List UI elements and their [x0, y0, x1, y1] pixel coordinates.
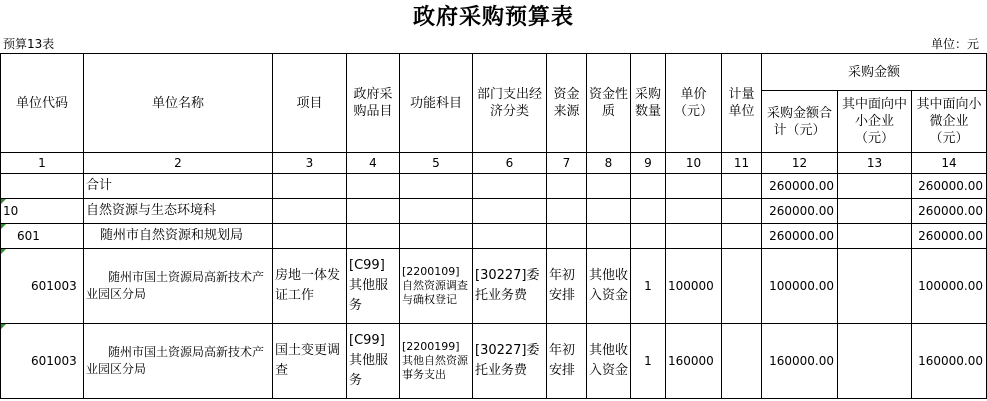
header-function-subject: 功能科目	[400, 54, 473, 153]
cell-code: 10	[1, 199, 84, 224]
cell-micro: 100000.00	[912, 249, 987, 324]
cell-measure-unit	[722, 324, 762, 399]
col-number: 7	[547, 153, 587, 174]
header-fund-nature: 资金性质	[587, 54, 631, 153]
cell-quantity: 1	[631, 249, 666, 324]
cell-micro: 260000.00	[912, 174, 987, 199]
cell-measure-unit	[722, 249, 762, 324]
col-number: 14	[912, 153, 987, 174]
cell-name: 随州市国土资源局高新技术产业园区分局	[84, 249, 273, 324]
cell-amount-total: 260000.00	[762, 199, 838, 224]
cell-code: 601	[1, 224, 84, 249]
cell-code	[1, 174, 84, 199]
cell-project: 国土变更调查	[273, 324, 347, 399]
cell-function-subject: [2200199]其他自然资源事务支出	[400, 324, 473, 399]
cell-catalog: [C99]其他服务	[347, 324, 400, 399]
budget-table	[0, 53, 987, 399]
col-number: 6	[473, 153, 547, 174]
cell-amount-total: 160000.00	[762, 324, 838, 399]
cell-amount-total: 260000.00	[762, 224, 838, 249]
table-row	[1, 324, 987, 399]
cell-code: 601003	[1, 324, 84, 399]
col-number: 11	[722, 153, 762, 174]
header-catalog: 政府采购品目	[347, 54, 400, 153]
cell-catalog: [C99]其他服务	[347, 249, 400, 324]
cell-amount-total: 260000.00	[762, 174, 838, 199]
col-number: 9	[631, 153, 666, 174]
col-number: 5	[400, 153, 473, 174]
cell-sme	[838, 174, 912, 199]
table-row	[1, 249, 987, 324]
cell-name: 合计	[84, 174, 273, 199]
cell-unit-price: 160000	[666, 324, 722, 399]
header-measure-unit: 计量单位	[722, 54, 762, 153]
cell-sme	[838, 249, 912, 324]
col-number: 12	[762, 153, 838, 174]
header-amount-group: 采购金额	[762, 54, 987, 91]
table-row	[1, 174, 987, 199]
header-fund-source: 资金来源	[547, 54, 587, 153]
header-unit-code: 单位代码	[1, 54, 84, 153]
cell-sme	[838, 199, 912, 224]
header-quantity: 采购数量	[631, 54, 666, 153]
cell-econ-class: [30227]委托业务费	[473, 324, 547, 399]
col-number: 10	[666, 153, 722, 174]
cell-code: 601003	[1, 249, 84, 324]
cell-fund-nature: 其他收入资金	[587, 324, 631, 399]
cell-name: 自然资源与生态环境科	[84, 199, 273, 224]
cell-name: 随州市国土资源局高新技术产业园区分局	[84, 324, 273, 399]
table-row	[1, 199, 987, 224]
col-number: 4	[347, 153, 400, 174]
cell-fund-source: 年初安排	[547, 249, 587, 324]
header-project: 项目	[273, 54, 347, 153]
col-number: 2	[84, 153, 273, 174]
form-number: 预算13表	[3, 37, 55, 51]
col-number: 3	[273, 153, 347, 174]
cell-function-subject: [2200109]自然资源调查与确权登记	[400, 249, 473, 324]
header-micro: 其中面向小微企业（元）	[912, 91, 987, 153]
page-title: 政府采购预算表	[412, 5, 574, 30]
table-row	[1, 224, 987, 249]
unit-label: 单位：元	[930, 37, 979, 51]
header-econ-class: 部门支出经济分类	[473, 54, 547, 153]
cell-econ-class: [30227]委托业务费	[473, 249, 547, 324]
col-number: 1	[1, 153, 84, 174]
cell-amount-total: 100000.00	[762, 249, 838, 324]
cell-micro: 160000.00	[912, 324, 987, 399]
header-amount-total: 采购金额合计（元）	[762, 91, 838, 153]
cell-name: 随州市自然资源和规划局	[84, 224, 273, 249]
cell-micro: 260000.00	[912, 199, 987, 224]
col-number: 8	[587, 153, 631, 174]
cell-project: 房地一体发证工作	[273, 249, 347, 324]
cell-sme	[838, 324, 912, 399]
col-number: 13	[838, 153, 912, 174]
header-unit-name: 单位名称	[84, 54, 273, 153]
header-sme: 其中面向中小企业（元）	[838, 91, 912, 153]
cell-quantity: 1	[631, 324, 666, 399]
header-unit-price: 单价（元）	[666, 54, 722, 153]
cell-fund-nature: 其他收入资金	[587, 249, 631, 324]
cell-fund-source: 年初安排	[547, 324, 587, 399]
cell-sme	[838, 224, 912, 249]
cell-unit-price: 100000	[666, 249, 722, 324]
cell-micro: 260000.00	[912, 224, 987, 249]
